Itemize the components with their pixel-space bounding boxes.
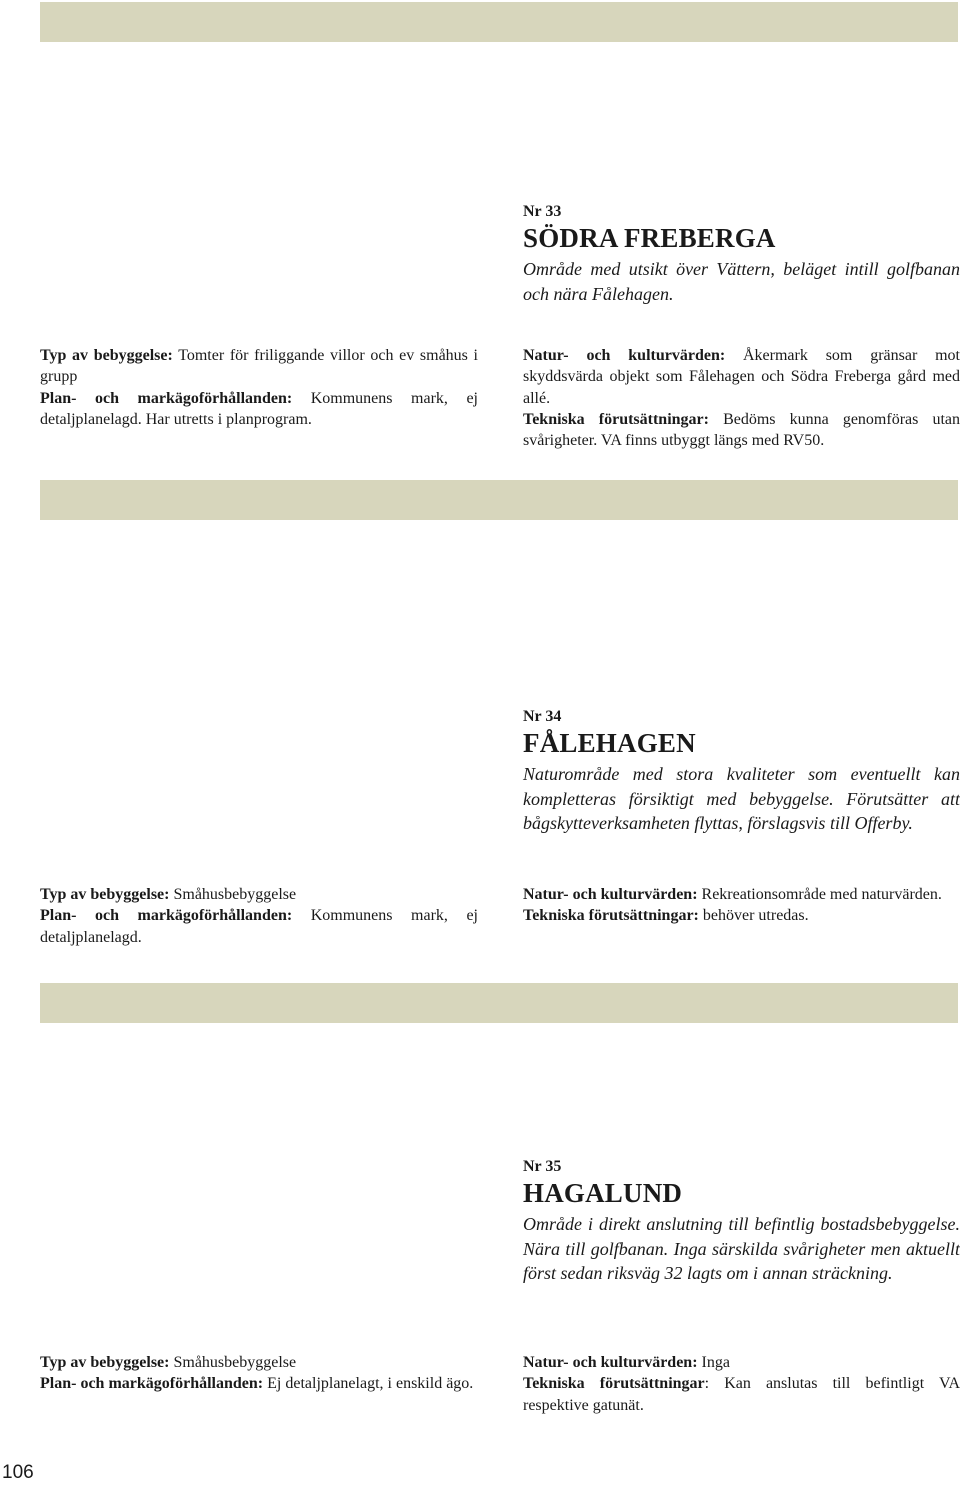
section-33-right: [523, 345, 960, 451]
section-35-right: [523, 1352, 960, 1416]
section-34-left: [40, 884, 478, 948]
plan-label: Plan- och markägoförhållanden:: [40, 1375, 264, 1393]
tekn-value: behöver utredas.: [698, 907, 809, 925]
bebyggelse-value: Småhusbebyggelse: [169, 1354, 297, 1371]
separator-band: [40, 983, 958, 1023]
bebyggelse-paragraph: [40, 884, 478, 905]
section-description: Område med utsikt över Vättern, beläget intill golfbanan och nära Fålehagen.: [523, 259, 960, 304]
natur-label: Natur- och kulturvärden:: [523, 886, 698, 903]
bebyggelse-paragraph: [40, 345, 478, 388]
plan-paragraph: [40, 1373, 478, 1394]
tekn-label: Tekniska förutsättningar:: [523, 907, 699, 925]
section-title: FÅLEHAGEN: [523, 728, 696, 758]
page-number: 106: [2, 1462, 34, 1483]
natur-value: Inga: [697, 1354, 730, 1371]
section-34-intro: [523, 708, 960, 836]
plan-paragraph: [40, 905, 478, 948]
section-33-intro: [523, 203, 960, 306]
tekn-value: Bedöms kunna genomföras utan svårigheter. VA finns utbyggt längs med RV50.: [523, 410, 960, 450]
top-band: [40, 2, 958, 42]
natur-value: Rekreationsområde med naturvärden.: [697, 886, 942, 903]
bebyggelse-label: Typ av bebyggelse:: [40, 1354, 170, 1371]
tekn-value: : Kan anslutas till befintligt VA respektive gatunät.: [523, 1375, 960, 1414]
section-description: Område i direkt anslutning till befintlig bostadsbebyggelse. Nära till golfbanan. Inga särskilda svårigheter men aktuellt först sedan riksväg 32 lagts om i annan sträckning.: [523, 1214, 960, 1283]
bebyggelse-value: Tomter för friliggande villor och ev småhus i grupp: [40, 347, 479, 386]
bebyggelse-label: Typ av bebyggelse:: [40, 886, 170, 903]
tekn-label: Tekniska förutsättningar: [523, 1375, 705, 1393]
tekn-label: Tekniska förutsättningar:: [523, 410, 709, 428]
natur-label: Natur- och kulturvärden:: [523, 347, 726, 364]
bebyggelse-value: Småhusbebyggelse: [169, 886, 297, 903]
bebyggelse-paragraph: [40, 1352, 478, 1373]
plan-value: Ej detaljplanelagt, i enskild ägo.: [263, 1375, 474, 1393]
plan-label: Plan- och markägoförhållanden:: [40, 907, 293, 925]
tekn-paragraph: [523, 905, 960, 926]
section-title: HAGALUND: [523, 1178, 683, 1208]
section-35-intro: [523, 1158, 960, 1286]
plan-value: Kommunens mark, ej detaljplanelagd. Har utretts i planprogram.: [40, 389, 478, 428]
section-description: Naturområde med stora kvaliteter som eventuellt kan kompletteras försiktigt med bebyggelse. Förutsätter att bågskytteverksamheten flyttas, förslagsvis till Offerby.: [523, 764, 960, 833]
plan-paragraph: [40, 388, 478, 431]
section-number: Nr 35: [523, 1158, 562, 1175]
tekn-paragraph: [523, 409, 960, 452]
section-33-left: [40, 345, 478, 430]
section-title: SÖDRA FREBERGA: [523, 223, 776, 253]
tekn-paragraph: [523, 1373, 960, 1416]
natur-paragraph: [523, 884, 960, 905]
section-number: Nr 34: [523, 708, 562, 725]
plan-label: Plan- och markägoförhållanden:: [40, 389, 293, 407]
natur-paragraph: [523, 1352, 960, 1373]
section-35-left: [40, 1352, 478, 1395]
bebyggelse-label: Typ av bebyggelse:: [40, 347, 173, 364]
plan-value: Kommunens mark, ej detaljplanelagd.: [40, 907, 478, 946]
natur-label: Natur- och kulturvärden:: [523, 1354, 698, 1371]
section-34-right: [523, 884, 960, 927]
natur-paragraph: [523, 345, 960, 409]
separator-band: [40, 480, 958, 520]
section-number: Nr 33: [523, 203, 562, 220]
natur-value: Åkermark som gränsar mot skyddsvärda objekt som Fålehagen och Södra Freberga gård med allé.: [523, 347, 960, 407]
